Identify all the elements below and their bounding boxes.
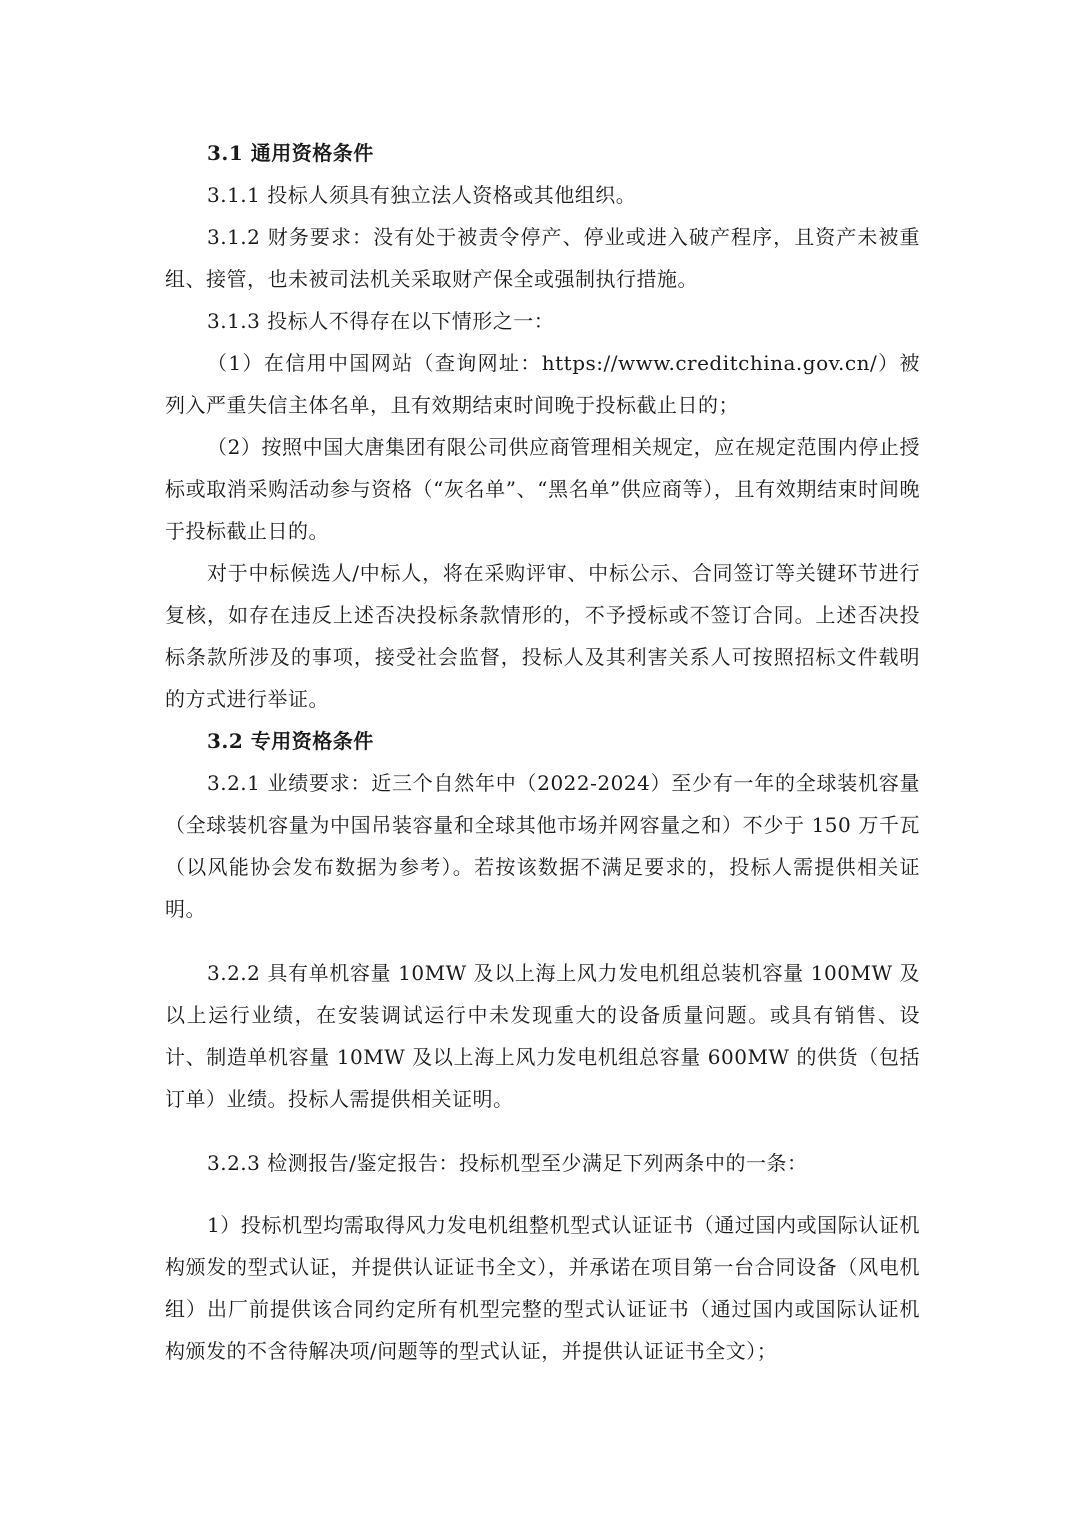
clause-3-1-3: 3.1.3 投标人不得存在以下情形之一： (207, 309, 555, 333)
document-body (165, 132, 920, 1372)
section-heading-3-2: 3.2 专用资格条件 (207, 729, 374, 753)
clause-3-1-3-item-2: （2）按照中国大唐集团有限公司供应商管理相关规定，应在规定范围内停止授标或取消采购活动参与资格（“灰名单”、“黑名单”供应商等），且有效期结束时间晚于投标截止日的。 (165, 435, 920, 543)
clause-3-1-1: 3.1.1 投标人须具有独立法人资格或其他组织。 (207, 183, 637, 207)
clause-3-2-1: 3.2.1 业绩要求：近三个自然年中（2022-2024）至少有一年的全球装机容量（全球装机容量为中国吊装容量和全球其他市场并网容量之和）不少于 150 万千瓦（以风能协会发布数据为参考）。若按该数据不满足要求的，投标人需提供相关证明。 (165, 771, 920, 921)
clause-3-2-3: 3.2.3 检测报告/鉴定报告：投标机型至少满足下列两条中的一条： (207, 1151, 808, 1175)
clause-3-1-2: 3.1.2 财务要求：没有处于被责令停产、停业或进入破产程序，且资产未被重组、接管，也未被司法机关采取财产保全或强制执行措施。 (165, 225, 920, 291)
clause-3-2-3-item-1: 1）投标机型均需取得风力发电机组整机型式认证证书（通过国内或国际认证机构颁发的型式认证，并提供认证证书全文），并承诺在项目第一台合同设备（风电机组）出厂前提供该合同约定所有机型完整的型式认证证书（通过国内或国际认证机构颁发的不含待解决项/问题等的型式认证，并提供认证证书全文）； (165, 1213, 920, 1363)
clause-3-2-2: 3.2.2 具有单机容量 10MW 及以上海上风力发电机组总装机容量 100MW 及以上运行业绩，在安装调试运行中未发现重大的设备质量问题。或具有销售、设计、制造单机容量 10MW 及以上海上风力发电机组总容量 600MW 的供货（包括订单）业绩。投标人需提供相关证明。 (165, 961, 920, 1111)
clause-3-1-3-item-1: （1）在信用中国网站（查询网址：https://www.creditchina.gov.cn/）被列入严重失信主体名单，且有效期结束时间晚于投标截止日的； (165, 351, 920, 417)
section-heading-3-1: 3.1 通用资格条件 (207, 141, 374, 165)
clause-3-1-3-note: 对于中标候选人/中标人，将在采购评审、中标公示、合同签订等关键环节进行复核，如存在违反上述否决投标条款情形的，不予授标或不签订合同。上述否决投标条款所涉及的事项，接受社会监督，投标人及其利害关系人可按照招标文件载明的方式进行举证。 (165, 561, 920, 711)
